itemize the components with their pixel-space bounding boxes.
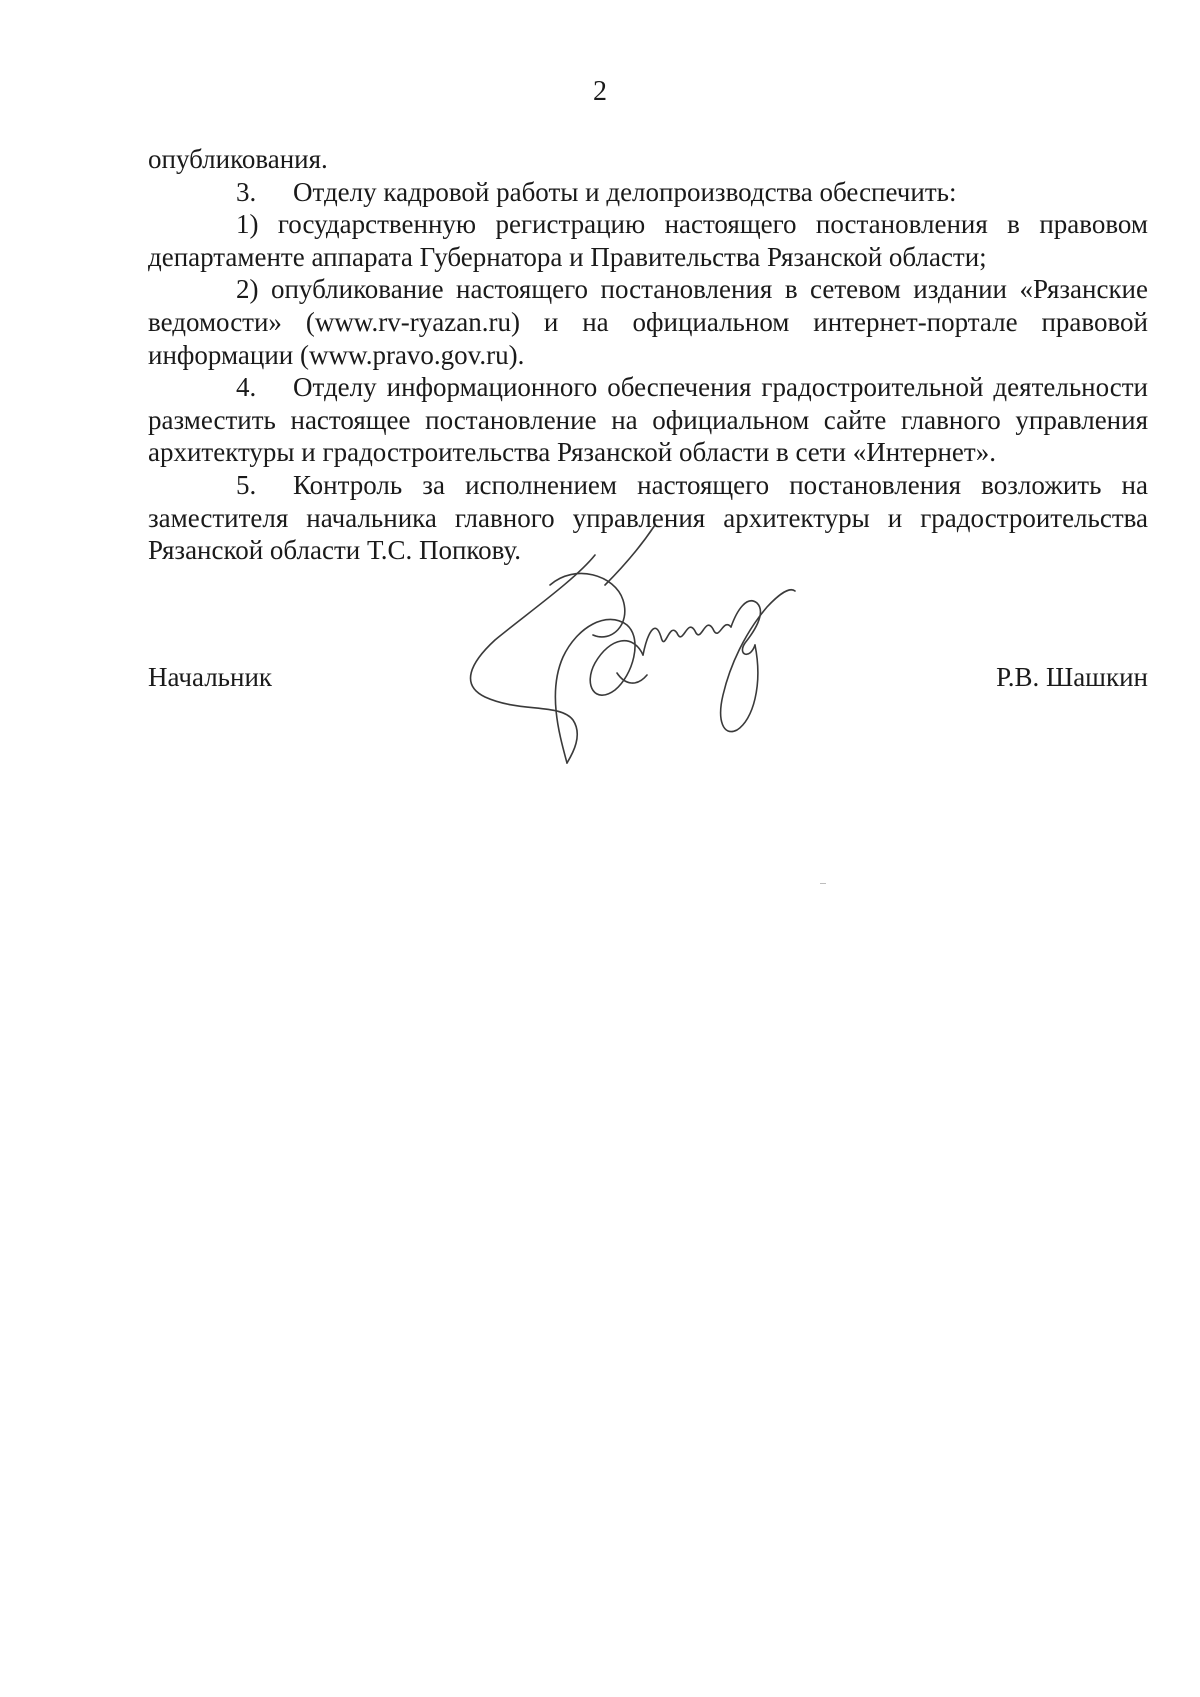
paragraph-text: 2) опубликование настоящего постановления в сетевом издании «Рязанские ведомости» (www.rv-ryazan.ru) и на официальном интернет-портале правовой информации (www.pravo.gov.ru).	[148, 274, 1148, 370]
paragraph-text: 1) государственную регистрацию настоящего постановления в правовом департаменте аппарата Губернатора и Правительства Рязанской области;	[148, 209, 1148, 272]
paragraph-item-4	[148, 371, 1148, 469]
item-number: 3.	[236, 176, 257, 207]
page-number: 2	[593, 76, 607, 107]
paragraph-item-3	[148, 176, 1148, 209]
paragraph-subitem-1	[148, 208, 1148, 273]
paragraph-text: Контроль за исполнением настоящего постановления возложить на заместителя начальника главного управления архитектуры и градостроительства Рязанской области Т.С. Попкову.	[148, 469, 1148, 566]
paragraph-text: опубликования.	[148, 144, 328, 174]
signer-name: Р.В. Шашкин	[996, 662, 1148, 692]
paragraph-subitem-2	[148, 273, 1148, 371]
item-number: 4.	[236, 372, 257, 403]
scan-speck	[820, 883, 826, 884]
item-number: 5.	[236, 469, 257, 500]
document-body	[148, 143, 1148, 567]
paragraph-continuation	[148, 143, 1148, 176]
handwritten-signature	[455, 525, 815, 785]
signer-title: Начальник	[148, 662, 273, 692]
paragraph-text: Отделу информационного обеспечения градостроительной деятельности разместить настоящее постановление на официальном сайте главного управления архитектуры и градостроительства Рязанской области в сети «Интернет».	[148, 372, 1148, 468]
paragraph-text: Отделу кадровой работы и делопроизводства обеспечить:	[293, 176, 957, 207]
